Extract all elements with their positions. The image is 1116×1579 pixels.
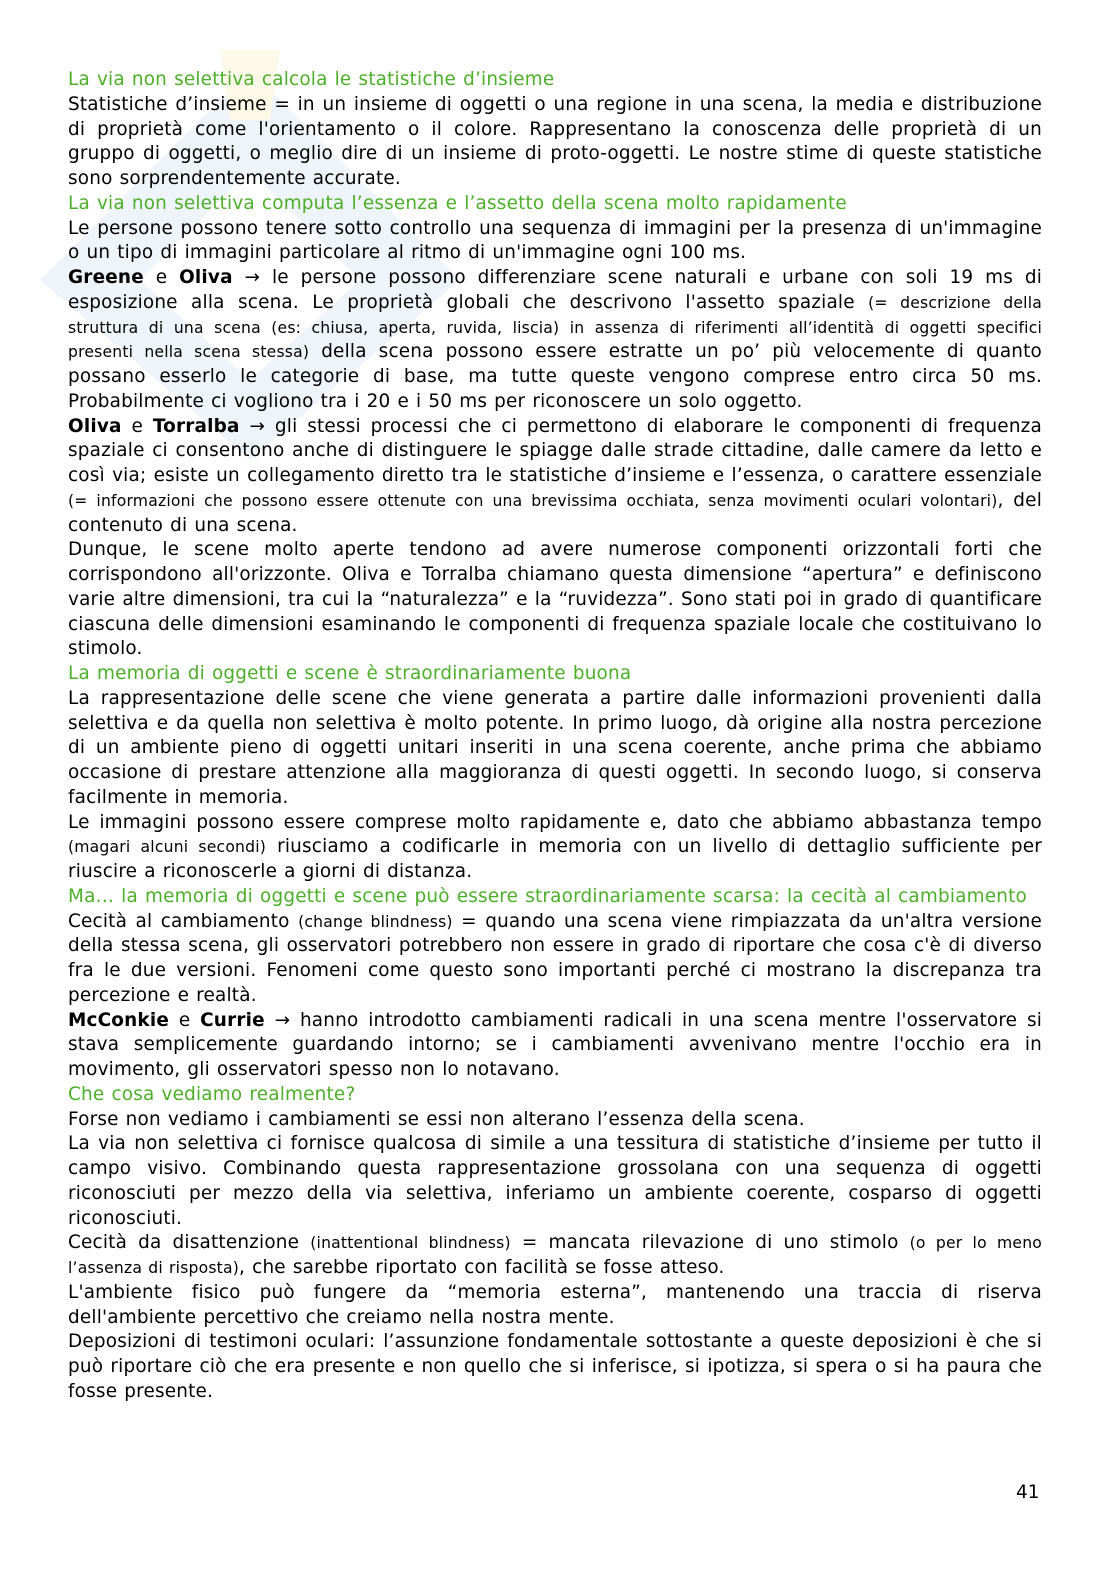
paragraph <box>68 910 1042 1009</box>
paragraph: Le persone possono tenere sotto controllo una sequenza di immagini per la presenza di un'immagine o un tipo di immagini particolare al ritmo di un'immagine ogni 100 ms. <box>68 217 1042 264</box>
paragraph-text: della scena possono essere estratte un po’ più velocemente di quanto possano esserlo le categorie di base, ma tutte queste vengono comprese entro circa 50 ms. Probabilmente ci vogliono tra i 20 e i 50 ms per riconoscere un solo oggetto. <box>68 341 1043 412</box>
section-heading-2: La via non selettiva computa l’essenza e l’assetto della scena molto rapidamente <box>68 192 847 214</box>
paragraph: Deposizioni di testimoni oculari: l’assunzione fondamentale sottostante a queste deposizioni è che si può riportare ciò che era presente e non quello che si inferisce, si ipotizza, si spera o si ha paura che fosse presente. <box>68 1331 1042 1402</box>
paragraph-text: Cecità da disattenzione <box>68 1232 300 1254</box>
paragraph-text: Le immagini possono essere comprese molto rapidamente e, dato che abbiamo abbastanza tempo <box>68 811 1042 833</box>
paragraph-text: = quando una scena viene rimpiazzata da un'altra versione della stessa scena, gli osservatori potrebbero non essere in grado di riportare che cosa c'è di diverso fra le due versioni. Fenomeni come questo sono importanti perché ci mostrano la discrepanza tra percezione e realtà. <box>68 910 1043 1006</box>
arrow-icon: → <box>244 267 261 288</box>
paragraph-text: le persone possono differenziare scene naturali e urbane con soli 19 ms di esposizione alla scena. Le proprietà globali che descrivono l'assetto spaziale <box>68 267 1042 313</box>
parenthetical-note: (= descrizione della struttura di una scena (es: chiusa, aperta, ruvida, liscia) in assenza di riferimenti all’identità di oggetti specifici presenti nella scena stessa) <box>68 293 1042 362</box>
author-name: Oliva <box>179 267 233 288</box>
paragraph <box>68 415 1042 539</box>
page-number: 41 <box>1016 1482 1040 1503</box>
arrow-icon: → <box>249 415 266 437</box>
paragraph-text: Cecità al cambiamento <box>68 910 290 932</box>
paragraph-text: , del contenuto di una scena. <box>68 489 1042 536</box>
conjunction: e <box>131 415 143 437</box>
conjunction: e <box>178 1009 191 1031</box>
document-body <box>68 68 1042 1405</box>
conjunction: e <box>155 267 168 288</box>
paragraph: La rappresentazione delle scene che viene generata a partire dalle informazioni provenienti dalla selettiva e da quella non selettiva è molto potente. In primo luogo, dà origine alla nostra percezione di un ambiente pieno di oggetti unitari inseriti in una scena coerente, anche prima che abbiamo occasione di prestare attenzione alla maggioranza di questi oggetti. In secondo luogo, si conserva facilmente in memoria. <box>68 687 1042 808</box>
section-heading-1: La via non selettiva calcola le statistiche d’insieme <box>68 69 555 90</box>
section-heading-3: La memoria di oggetti e scene è straordinariamente buona <box>68 663 632 684</box>
paragraph <box>68 1231 1042 1281</box>
parenthetical-note: (inattentional blindness) <box>310 1234 511 1253</box>
paragraph <box>68 811 1042 885</box>
parenthetical-note: (change blindness) <box>298 912 453 931</box>
author-name: McConkie <box>68 1009 170 1031</box>
paragraph <box>68 1009 1042 1083</box>
paragraph: L'ambiente fisico può fungere da “memoria esterna”, mantenendo una traccia di riserva dell'ambiente percettivo che creiamo nella nostra mente. <box>68 1281 1042 1328</box>
section-heading-5: Che cosa vediamo realmente? <box>68 1083 356 1105</box>
parenthetical-note: (= informazioni che possono essere ottenute con una brevissima occhiata, senza movimenti oculari volontari) <box>68 491 998 510</box>
paragraph-text: = mancata rilevazione di uno stimolo <box>521 1232 899 1254</box>
author-name: Currie <box>200 1009 265 1031</box>
arrow-icon: → <box>274 1009 291 1031</box>
author-name: Greene <box>68 267 144 288</box>
paragraph-text: , che sarebbe riportato con facilità se fosse atteso. <box>239 1257 725 1278</box>
parenthetical-note: (o per lo meno l’assenza di risposta) <box>68 1234 1043 1277</box>
paragraph: Dunque, le scene molto aperte tendono ad avere numerose componenti orizzontali forti che corrispondono all'orizzonte. Oliva e Torralba chiamano questa dimensione “apertura” e definiscono varie altre dimensioni, tra cui la “naturalezza” e la “ruvidezza”. Sono stati poi in grado di quantificare ciascuna delle dimensioni esaminando le componenti di frequenza spaziale locale che costituivano lo stimolo. <box>68 539 1042 660</box>
section-heading-4: Ma… la memoria di oggetti e scene può essere straordinariamente scarsa: la cecità al cambiamento <box>68 885 1027 907</box>
paragraph <box>68 266 1042 415</box>
paragraph-text: gli stessi processi che ci permettono di elaborare le componenti di frequenza spaziale ci consentono anche di distinguere le spiagge dalle strade cittadine, dalle camere da letto e così via; esiste un collegamento diretto tra le statistiche d’insieme e l’essenza, o carattere essenziale <box>68 415 1042 486</box>
paragraph-text: hanno introdotto cambiamenti radicali in una scena mentre l'osservatore si stava semplicemente guardando intorno; se i cambiamenti avvenivano mentre l'occhio era in movimento, gli osservatori spesso non lo notavano. <box>68 1009 1043 1080</box>
paragraph: Forse non vediamo i cambiamenti se essi non alterano l’essenza della scena. <box>68 1108 805 1130</box>
author-name: Torralba <box>152 415 240 437</box>
paragraph: La via non selettiva ci fornisce qualcosa di simile a una tessitura di statistiche d’insieme per tutto il campo visivo. Combinando questa rappresentazione grossolana con una sequenza di oggetti riconosciuti per mezzo della via selettiva, inferiamo un ambiente coerente, cosparso di oggetti riconosciuti. <box>68 1133 1042 1229</box>
author-name: Oliva <box>68 415 122 437</box>
paragraph-text: riusciamo a codificarle in memoria con un livello di dettaglio sufficiente per riuscire a riconoscerle a giorni di distanza. <box>68 836 1042 882</box>
parenthetical-note: (magari alcuni secondi) <box>68 838 267 857</box>
paragraph: Statistiche d’insieme = in un insieme di oggetti o una regione in una scena, la media e distribuzione di proprietà come l'orientamento o il colore. Rappresentano la conoscenza delle proprietà di un gruppo di oggetti, o meglio dire di un insieme di proto-oggetti. Le nostre stime di queste statistiche sono sorprendentemente accurate. <box>68 93 1042 189</box>
